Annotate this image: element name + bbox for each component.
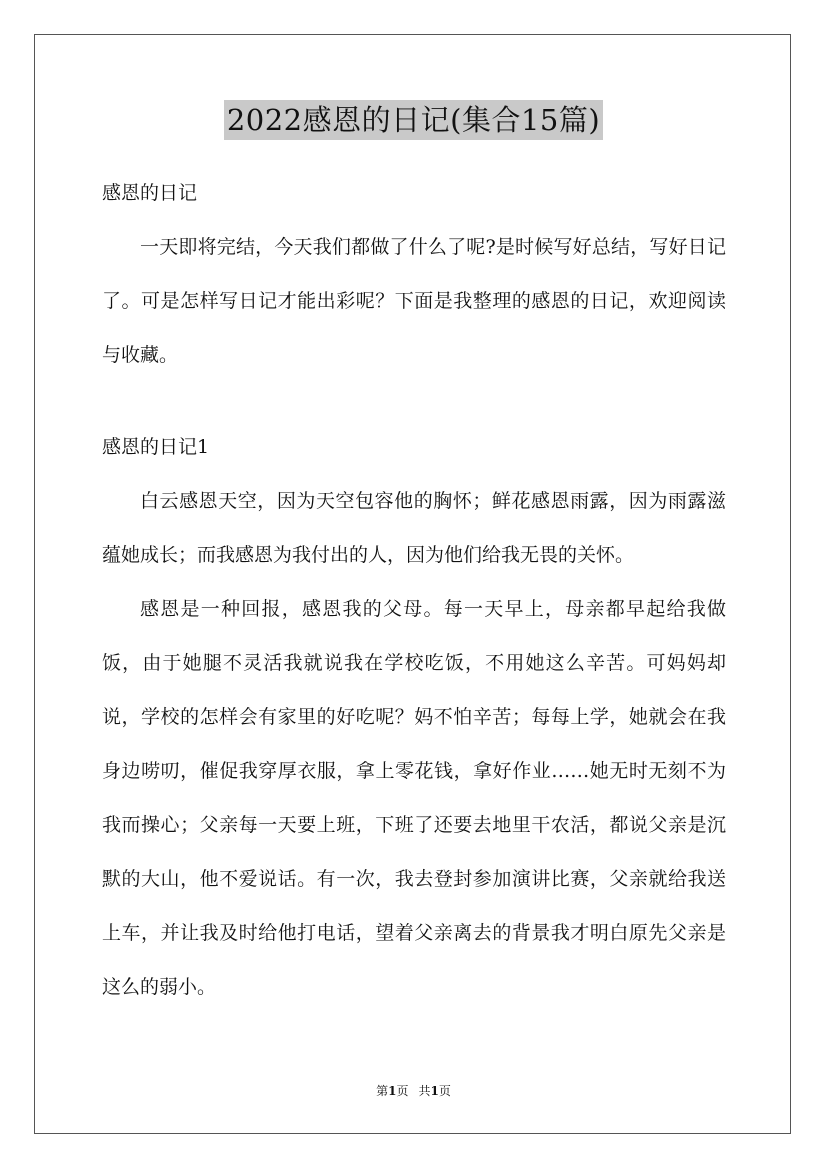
page-number: 1 xyxy=(388,1084,397,1098)
spacer xyxy=(102,382,726,428)
document-body xyxy=(102,174,726,1014)
total-label-suffix: 页 xyxy=(438,1084,451,1098)
total-label-prefix: 共 xyxy=(418,1084,431,1098)
total-pages: 1 xyxy=(430,1084,439,1098)
title-container xyxy=(0,100,827,140)
section-1-paragraph-2: 感恩是一种回报，感恩我的父母。每一天早上，母亲都早起给我做饭，由于她腿不灵活我就说我在学校吃饭，不用她这么辛苦。可妈妈却说，学校的怎样会有家里的好吃呢？妈不怕辛苦；每每上学，她就会在我身边唠叨，催促我穿厚衣服，拿上零花钱，拿好作业……她无时无刻不为我而操心；父亲每一天要上班，下班了还要去地里干农活，都说父亲是沉默的大山，他不爱说话。有一次，我去登封参加演讲比赛，父亲就给我送上车，并让我及时给他打电话，望着父亲离去的背景我才明白原先父亲是这么的弱小。 xyxy=(102,598,726,998)
section-1-heading: 感恩的日记1 xyxy=(102,436,210,458)
document-title: 2022感恩的日记(集合15篇) xyxy=(224,100,603,140)
spacer xyxy=(102,466,726,474)
page-footer xyxy=(0,1083,827,1099)
page-label-suffix: 页 xyxy=(396,1084,409,1098)
intro-heading: 感恩的日记 xyxy=(102,182,198,204)
page-label-prefix: 第 xyxy=(376,1084,389,1098)
section-1-paragraph-1: 白云感恩天空，因为天空包容他的胸怀；鲜花感恩雨露，因为雨露滋蕴她成长；而我感恩为我付出的人，因为他们给我无畏的关怀。 xyxy=(102,490,726,566)
intro-paragraph: 一天即将完结，今天我们都做了什么了呢?是时候写好总结，写好日记了。可是怎样写日记才能出彩呢？下面是我整理的感恩的日记，欢迎阅读与收藏。 xyxy=(102,236,726,366)
spacer xyxy=(102,212,726,220)
